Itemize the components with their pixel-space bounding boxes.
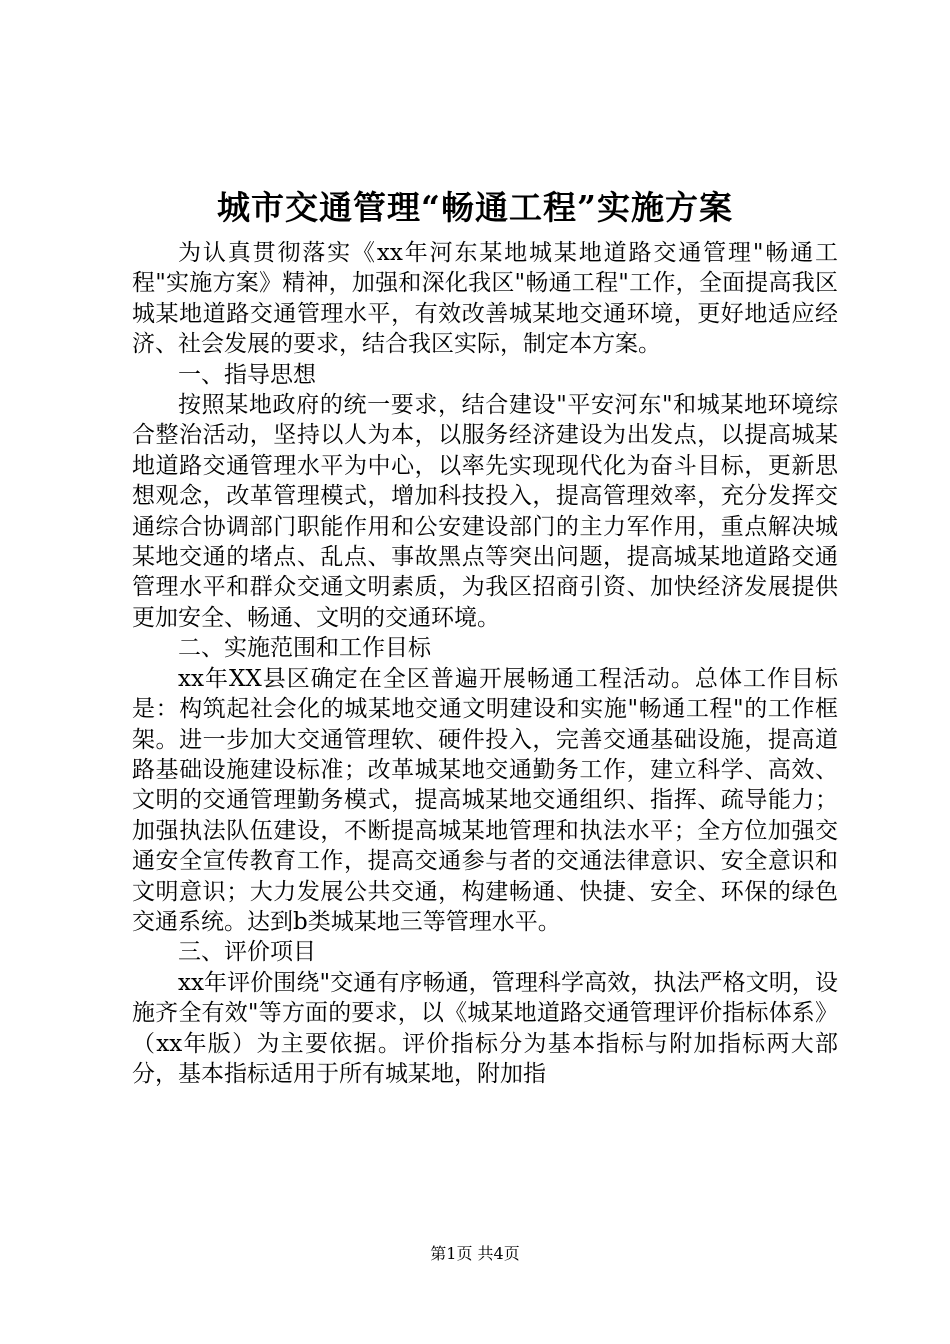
section-heading-guiding-ideology: 一、指导思想	[178, 361, 316, 388]
document-title: 城市交通管理“畅通工程”实施方案	[217, 188, 733, 227]
scope-and-goals-paragraph: xx年XX县区确定在全区普遍开展畅通工程活动。总体工作目标是：构筑起社会化的城某地交通文明建设和实施"畅通工程"的工作框架。进一步加大交通管理软、硬件投入，完善交通基础设施，提高道路基础设施建设标准；改革城某地交通勤务工作，建立科学、高效、文明的交通管理勤务模式，提高城某地交通组织、指挥、疏导能力；加强执法队伍建设，不断提高城某地管理和执法水平；全方位加强交通安全宣传教育工作，提高交通参与者的交通法律意识、安全意识和文明意识；大力发展公共交通，构建畅通、快捷、安全、环保的绿色交通系统。达到b类城某地三等管理水平。	[132, 665, 838, 935]
evaluation-items-paragraph: xx年评价围绕"交通有序畅通，管理科学高效，执法严格文明，设施齐全有效"等方面的要求，以《城某地道路交通管理评价指标体系》（xx年版）为主要依据。评价指标分为基本指标与附加指标两大部分，基本指标适用于所有城某地，附加指	[132, 969, 838, 1087]
intro-paragraph: 为认真贯彻落实《xx年河东某地城某地道路交通管理"畅通工程"实施方案》精神，加强和深化我区"畅通工程"工作，全面提高我区城某地道路交通管理水平，有效改善城某地交通环境，更好地适应经济、社会发展的要求，结合我区实际，制定本方案。	[132, 240, 838, 358]
guiding-ideology-paragraph: 按照某地政府的统一要求，结合建设"平安河东"和城某地环境综合整治活动，坚持以人为本，以服务经济建设为出发点，以提高城某地道路交通管理水平为中心，以率先实现现代化为奋斗目标，更新思想观念，改革管理模式，增加科技投入，提高管理效率，充分发挥交通综合协调部门职能作用和公安建设部门的主力军作用，重点解决城某地交通的堵点、乱点、事故黑点等突出问题，提高城某地道路交通管理水平和群众交通文明素质，为我区招商引资、加快经济发展提供更加安全、畅通、文明的交通环境。	[132, 392, 838, 631]
section-heading-scope-and-goals: 二、实施范围和工作目标	[178, 635, 431, 662]
section-heading-evaluation-items: 三、评价项目	[178, 939, 316, 966]
document-body	[132, 238, 838, 1089]
page-number-footer: 第1页 共4页	[430, 1244, 520, 1263]
